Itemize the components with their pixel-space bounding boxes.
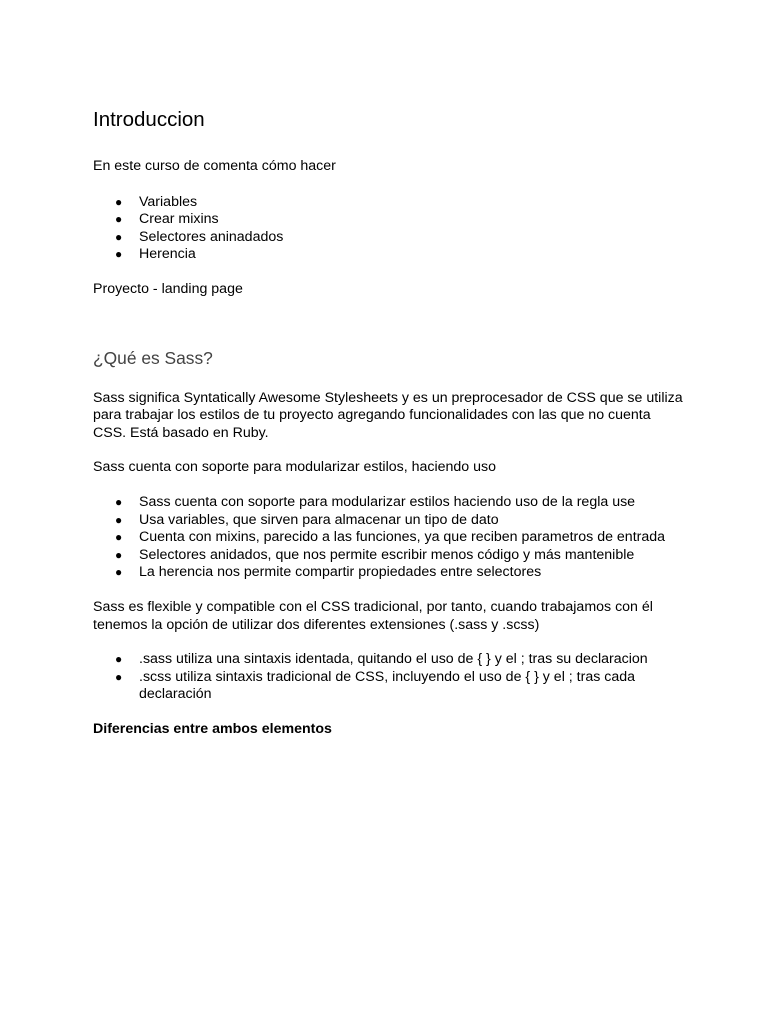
bullet-icon: ● <box>115 229 123 244</box>
bullet-icon: ● <box>115 494 123 509</box>
section-heading-introduccion: Introduccion <box>93 108 205 131</box>
list-item: ● Variables <box>115 193 198 210</box>
differences-subheading: Diferencias entre ambos elementos <box>93 720 332 737</box>
list-item: ● Selectores anidados, que nos permite escribir menos código y más mantenible <box>115 546 635 563</box>
list-item: ● La herencia nos permite compartir propiedades entre selectores <box>115 564 542 581</box>
compatibility-paragraph: Sass es flexible y compatible con el CSS tradicional, por tanto, cuando trabajamos con él tenemos la opción de utilizar dos diferentes extensiones (.sass y .scss) <box>93 598 653 633</box>
bullet-icon: ● <box>115 565 123 580</box>
bullet-icon: ● <box>115 652 123 667</box>
bullet-icon: ● <box>115 530 123 545</box>
list-item: ● .sass utiliza una sintaxis identada, quitando el uso de { } y el ; tras su declaracion <box>115 651 648 668</box>
intro-paragraph: En este curso de comenta cómo hacer <box>93 158 336 174</box>
list-item: ● Selectores aninadados <box>115 228 284 245</box>
list-item: ● Crear mixins <box>115 211 219 228</box>
document-body <box>93 107 683 738</box>
bullet-icon: ● <box>115 512 123 527</box>
bullet-icon: ● <box>115 669 123 684</box>
bullet-icon: ● <box>115 212 123 227</box>
bullet-icon: ● <box>115 547 123 562</box>
project-paragraph: Proyecto - landing page <box>93 280 243 297</box>
extensions-list <box>93 651 683 704</box>
list-item: ● Usa variables, que sirven para almacenar un tipo de dato <box>115 511 499 528</box>
sass-definition-paragraph: Sass significa Syntatically Awesome Stylesheets y es un preprocesador de CSS que se utiliza para trabajar los estilos de tu proyecto agregando funcionalidades con las que no cuenta CSS. Está basado en Ruby. <box>93 389 683 441</box>
section-heading-que-es-sass: ¿Qué es Sass? <box>93 347 213 368</box>
list-item: ● Herencia <box>115 246 196 263</box>
list-item: ● Cuenta con mixins, parecido a las funciones, ya que reciben parametros de entrada <box>115 529 666 546</box>
modularize-paragraph: Sass cuenta con soporte para modularizar estilos, haciendo uso <box>93 459 496 476</box>
list-item: ● .scss utiliza sintaxis tradicional de CSS, incluyendo el uso de { } y el ; tras cada declaración <box>115 668 636 703</box>
list-item: ● Sass cuenta con soporte para modularizar estilos haciendo uso de la regla use <box>115 493 636 510</box>
topics-list <box>93 194 683 264</box>
features-list <box>93 494 683 582</box>
bullet-icon: ● <box>115 247 123 262</box>
bullet-icon: ● <box>115 194 123 209</box>
